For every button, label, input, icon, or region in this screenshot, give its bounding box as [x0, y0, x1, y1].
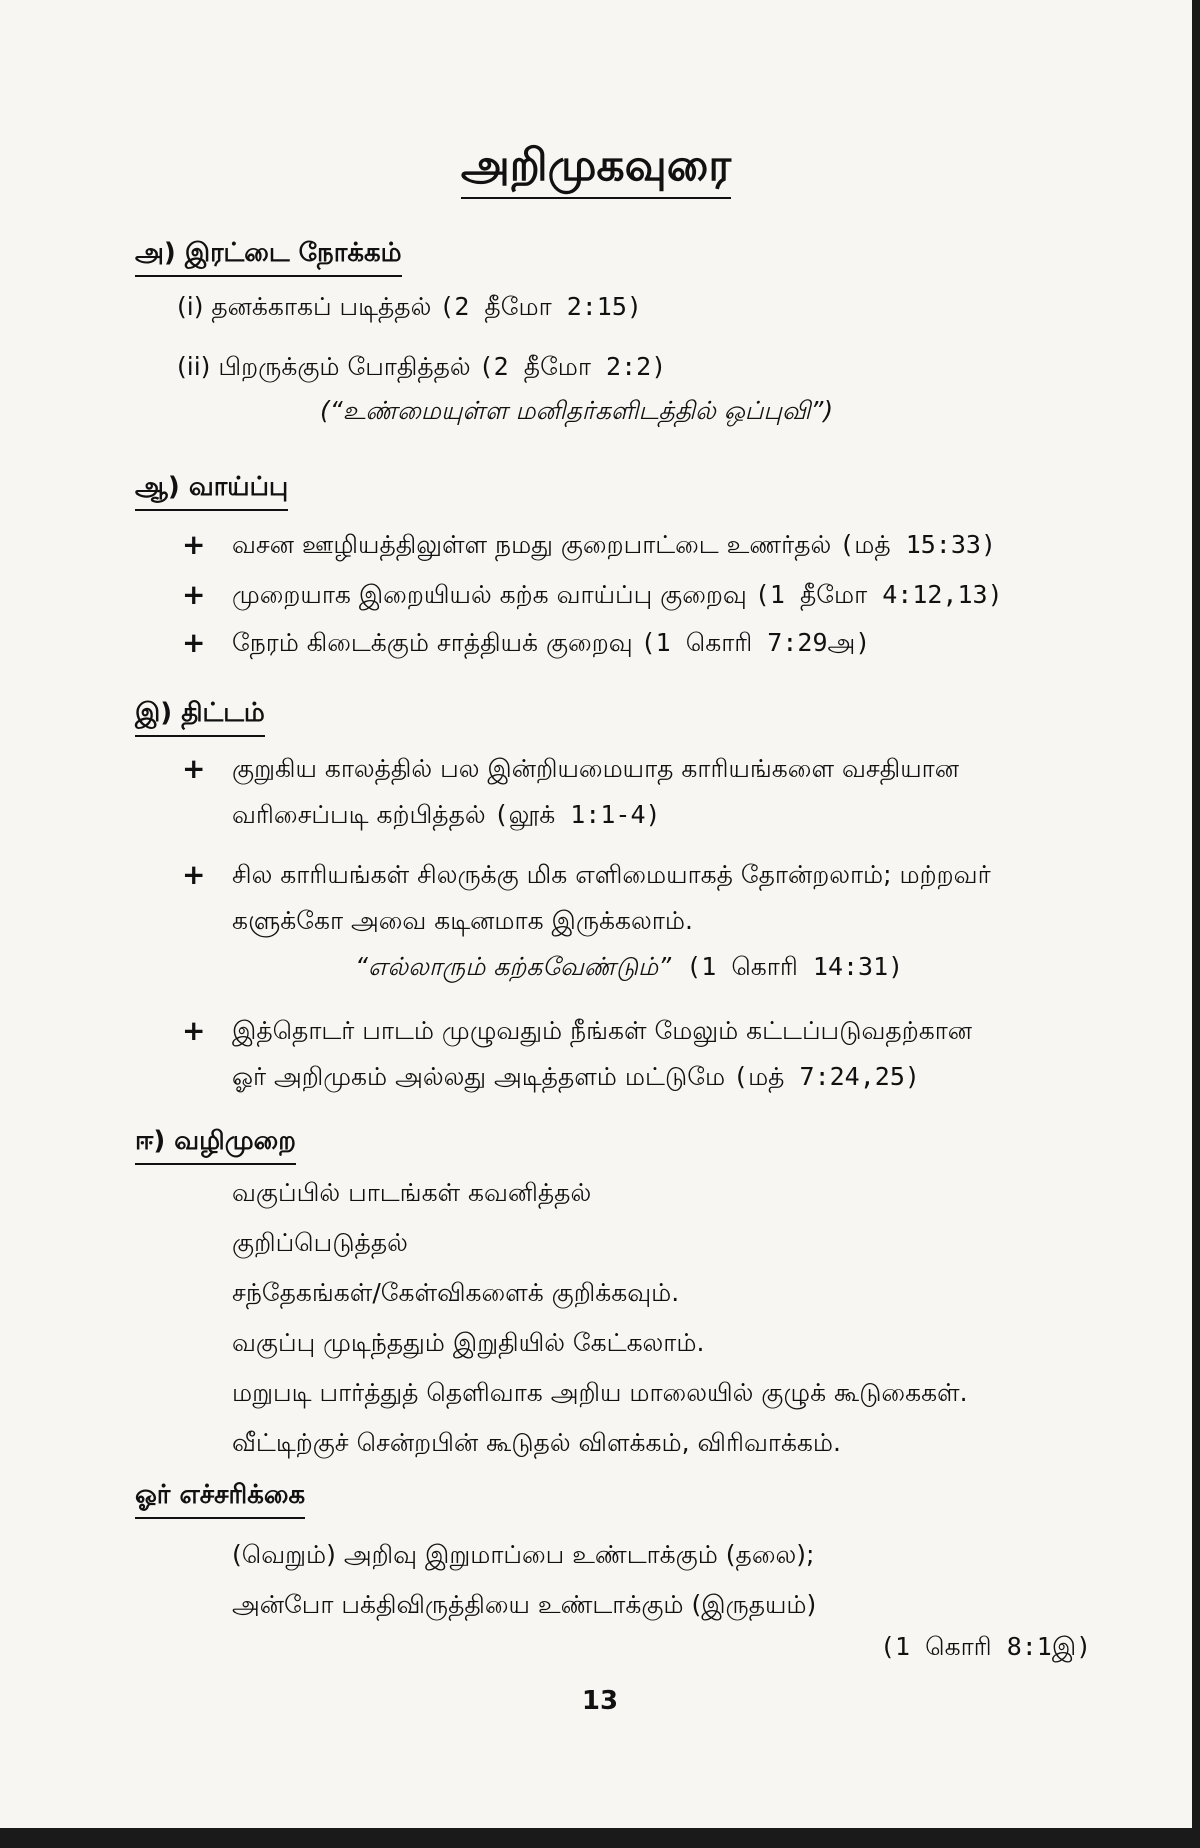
warning-ref: (1 கொரி 8:1இ) [880, 1632, 1092, 1661]
method-line: வீட்டிற்குச் சென்றபின் கூடுதல் விளக்கம், விரிவாக்கம். [232, 1428, 841, 1457]
bullet-plus: + [182, 528, 206, 561]
page-title: அறிமுகவுரை [0, 140, 1192, 197]
bullet-plus: + [182, 1014, 206, 1047]
list-item-line: சில காரியங்கள் சிலருக்கு மிக எளிமையாகத் தோன்றலாம்; மற்றவர் [232, 860, 991, 889]
page-number: 13 [581, 1686, 619, 1716]
bullet-plus: + [182, 752, 206, 785]
method-line: மறுபடி பார்த்துத் தெளிவாக அறிய மாலையில் குழுக் கூடுகைகள். [232, 1378, 968, 1407]
method-line: சந்தேகங்கள்/கேள்விகளைக் குறிக்கவும். [232, 1278, 680, 1307]
list-item: (i) தனக்காகப் படித்தல் (2 தீமோ 2:15) [177, 292, 642, 321]
list-item: முறையாக இறையியல் கற்க வாய்ப்பு குறைவு (1 தீமோ 4:12,13) [232, 580, 1003, 609]
bullet-plus: + [182, 626, 206, 659]
list-item: நேரம் கிடைக்கும் சாத்தியக் குறைவு (1 கொரி 7:29அ) [232, 628, 871, 657]
list-item: (ii) பிறருக்கும் போதித்தல் (2 தீமோ 2:2) [177, 352, 667, 381]
bullet-plus: + [182, 858, 206, 891]
method-line: குறிப்பெடுத்தல் [232, 1228, 408, 1257]
list-item-line: களுக்கோ அவை கடினமாக இருக்கலாம். [232, 906, 693, 935]
list-item: வசன ஊழியத்திலுள்ள நமது குறைபாட்டை உணர்தல் (மத் 15:33) [232, 530, 997, 559]
bullet-plus: + [182, 578, 206, 611]
warning-line: அன்போ பக்திவிருத்தியை உண்டாக்கும் (இருதயம்) [232, 1590, 817, 1619]
warning-line: (வெறும்) அறிவு இறுமாப்பை உண்டாக்கும் (தலை); [232, 1540, 815, 1569]
heading-opportunity: ஆ) வாய்ப்பு [135, 472, 288, 511]
scan-edge [0, 1828, 1200, 1848]
list-item-line: ஓர் அறிமுகம் அல்லது அடித்தளம் மட்டுமே (மத் 7:24,25) [232, 1062, 920, 1091]
method-line: வகுப்பில் பாடங்கள் கவனித்தல் [232, 1178, 592, 1207]
list-item-line: இத்தொடர் பாடம் முழுவதும் நீங்கள் மேலும் கட்டப்படுவதற்கான [232, 1016, 973, 1045]
list-item-line: குறுகிய காலத்தில் பல இன்றியமையாத காரியங்களை வசதியான [232, 754, 959, 783]
heading-plan: இ) திட்டம் [135, 698, 265, 737]
heading-warning: ஓர் எச்சரிக்கை [135, 1480, 305, 1519]
heading-method: ஈ) வழிமுறை [135, 1126, 296, 1165]
list-item-line: வரிசைப்படி கற்பித்தல் (லூக் 1:1-4) [232, 800, 661, 829]
method-line: வகுப்பு முடிந்ததும் இறுதியில் கேட்கலாம். [232, 1328, 705, 1357]
quote-line: (“உண்மையுள்ள மனிதர்களிடத்தில் ஒப்புவி”) [320, 396, 834, 425]
quote-line: “எல்லாரும் கற்கவேண்டும்” (1 கொரி 14:31) [355, 952, 904, 981]
heading-dual-purpose: அ) இரட்டை நோக்கம் [135, 238, 402, 277]
